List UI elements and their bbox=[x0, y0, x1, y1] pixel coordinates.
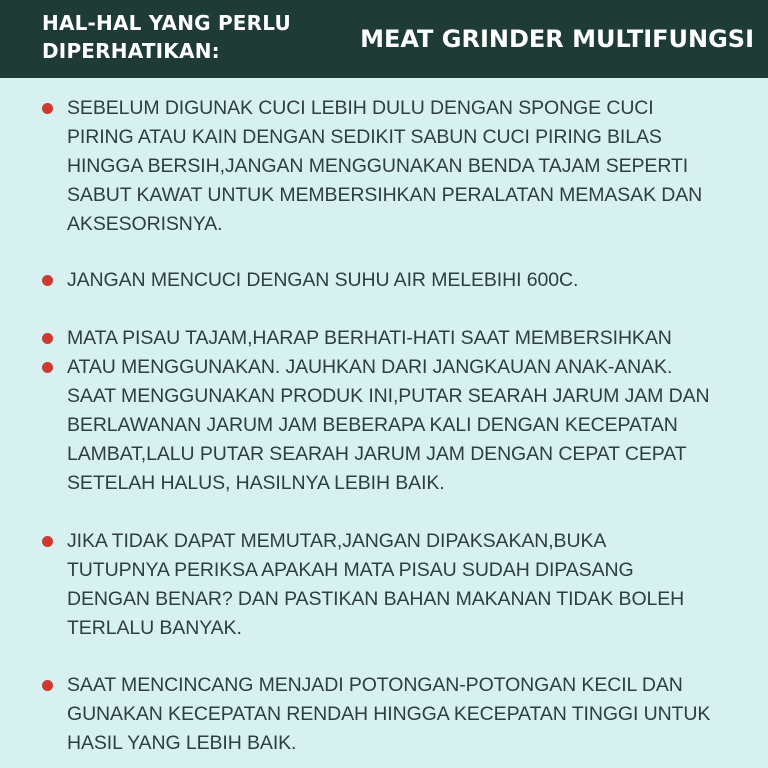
bullet-icon bbox=[42, 103, 53, 114]
section-title-line-2: DIPERHATIKAN: bbox=[42, 39, 220, 63]
instructions-list bbox=[0, 78, 768, 768]
section-title bbox=[42, 9, 291, 65]
list-item-text bbox=[67, 324, 758, 353]
text-line: SABUT KAWAT UNTUK MEMBERSIHKAN PERALATAN MEMASAK DAN bbox=[67, 184, 703, 206]
text-line: AKSESORISNYA. bbox=[67, 213, 223, 235]
text-line: LAMBAT,LALU PUTAR SEARAH JARUM JAM DENGAN CEPAT CEPAT bbox=[67, 443, 687, 465]
text-line: MATA PISAU TAJAM,HARAP BERHATI-HATI SAAT MEMBERSIHKAN bbox=[67, 327, 672, 349]
text-line: HASIL YANG LEBIH BAIK. bbox=[67, 732, 297, 754]
text-line: SETELAH HALUS, HASILNYA LEBIH BAIK. bbox=[67, 472, 445, 494]
text-line: TUTUPNYA PERIKSA APAKAH MATA PISAU SUDAH DIPASANG bbox=[67, 559, 634, 581]
text-line: BERLAWANAN JARUM JAM BEBERAPA KALI DENGAN KECEPATAN bbox=[67, 414, 678, 436]
bullet-icon bbox=[42, 275, 53, 286]
text-line: JIKA TIDAK DAPAT MEMUTAR,JANGAN DIPAKSAKAN,BUKA bbox=[67, 530, 607, 552]
text-line: DENGAN BENAR? DAN PASTIKAN BAHAN MAKANAN TIDAK BOLEH bbox=[67, 588, 685, 610]
text-line: SAAT MENGGUNAKAN PRODUK INI,PUTAR SEARAH JARUM JAM DAN bbox=[67, 385, 710, 407]
bullet-icon bbox=[42, 362, 53, 373]
list-item-text bbox=[67, 353, 758, 498]
list-item-text bbox=[67, 94, 758, 239]
product-title: MEAT GRINDER MULTIFUNGSI bbox=[360, 25, 754, 53]
list-item-text bbox=[67, 266, 758, 295]
text-line: PIRING ATAU KAIN DENGAN SEDIKIT SABUN CUCI PIRING BILAS bbox=[67, 126, 662, 148]
text-line: JANGAN MENCUCI DENGAN SUHU AIR MELEBIHI 600C. bbox=[67, 269, 579, 291]
bullet-icon bbox=[42, 333, 53, 344]
list-item-text bbox=[67, 671, 758, 758]
text-line: GUNAKAN KECEPATAN RENDAH HINGGA KECEPATAN TINGGI UNTUK bbox=[67, 703, 711, 725]
text-line: SAAT MENCINCANG MENJADI POTONGAN-POTONGAN KECIL DAN bbox=[67, 674, 683, 696]
text-line: ATAU MENGGUNAKAN. JAUHKAN DARI JANGKAUAN ANAK-ANAK. bbox=[67, 356, 673, 378]
header-bar bbox=[0, 0, 768, 78]
text-line: SEBELUM DIGUNAK CUCI LEBIH DULU DENGAN SPONGE CUCI bbox=[67, 97, 654, 119]
bullet-icon bbox=[42, 536, 53, 547]
text-line: HINGGA BERSIH,JANGAN MENGGUNAKAN BENDA TAJAM SEPERTI bbox=[67, 155, 689, 177]
section-title-line-1: HAL-HAL YANG PERLU bbox=[42, 11, 291, 35]
bullet-icon bbox=[42, 680, 53, 691]
text-line: TERLALU BANYAK. bbox=[67, 617, 242, 639]
list-item-text bbox=[67, 527, 758, 643]
